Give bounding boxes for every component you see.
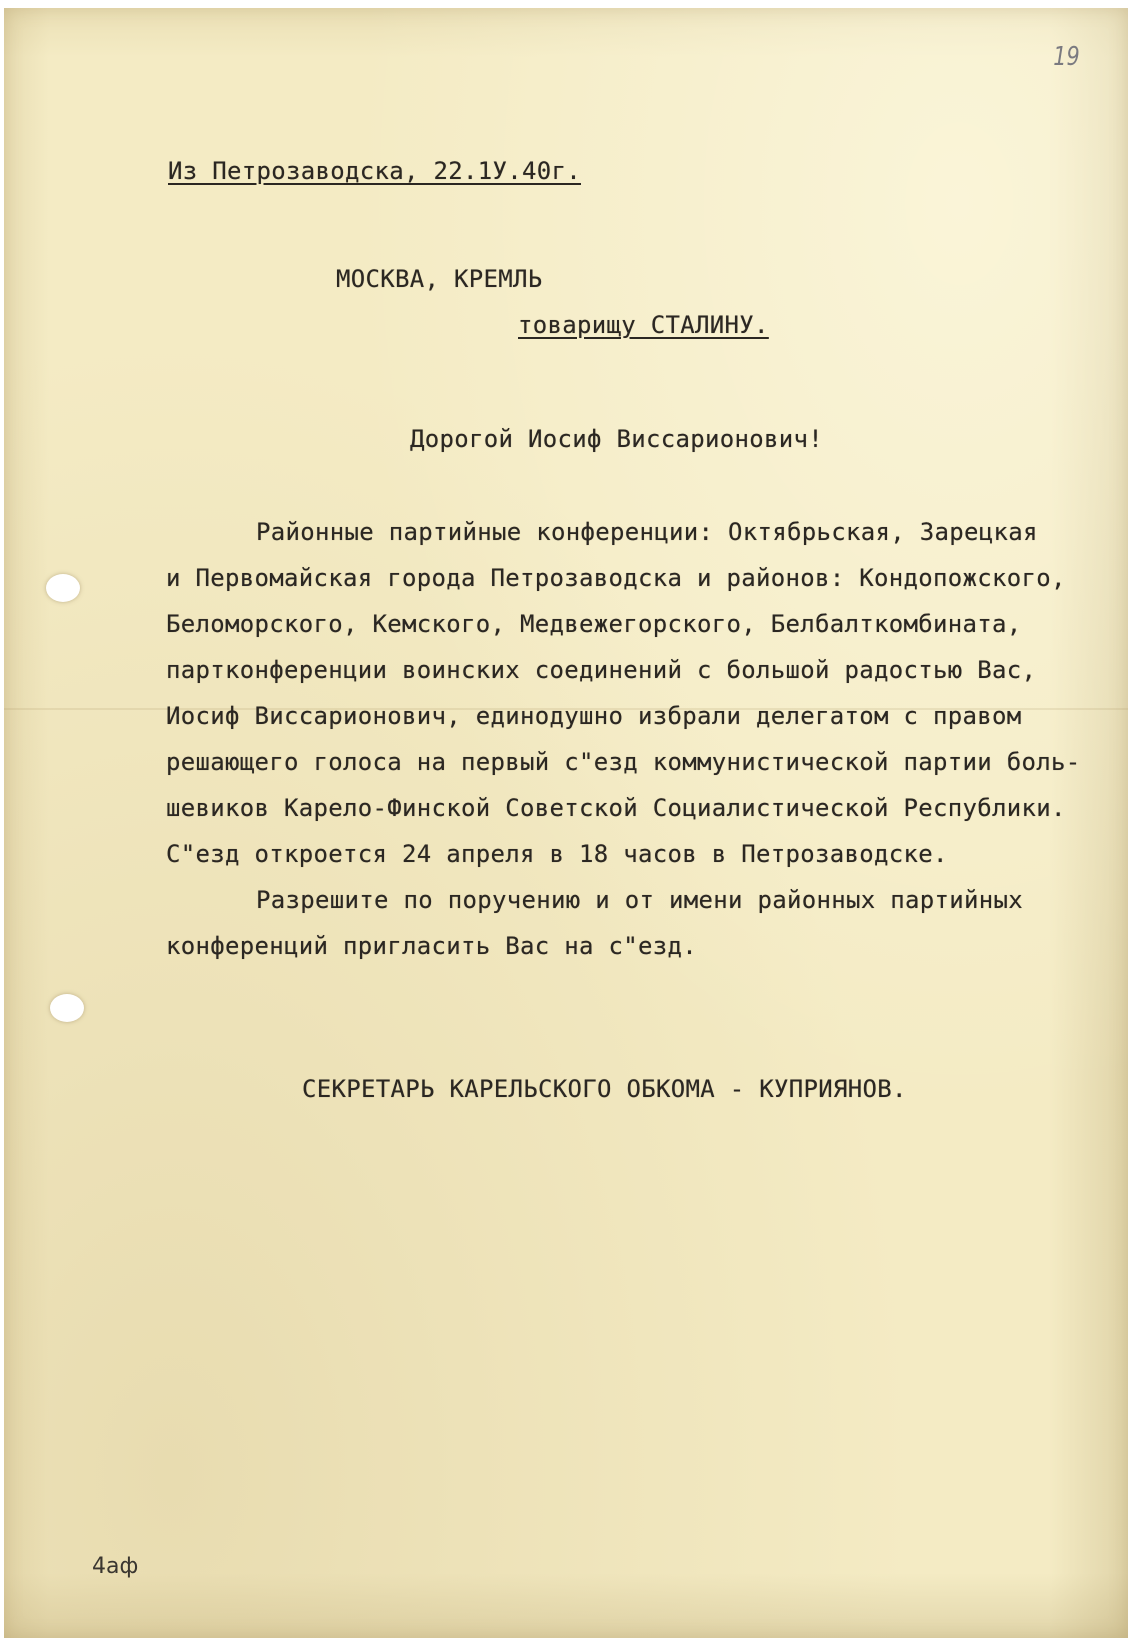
body-line: решающего голоса на первый с"езд коммунистической партии боль- (166, 748, 1081, 776)
signature: СЕКРЕТАРЬ КАРЕЛЬСКОГО ОБКОМА - КУПРИЯНОВ. (302, 1075, 907, 1103)
address-line-1: МОСКВА, КРЕМЛЬ (336, 265, 543, 293)
body-line: С"езд откроется 24 апреля в 18 часов в Петрозаводске. (166, 840, 948, 868)
origin-line: Из Петрозаводска, 22.1У.40г. (168, 157, 581, 185)
punch-hole-upper (46, 574, 80, 602)
page-number: 19 (1053, 42, 1080, 72)
body-line: Беломорского, Кемского, Медвежегорского, Белбалткомбината, (166, 610, 1022, 638)
body-line: Иосиф Виссарионович, единодушно избрали делегатом с правом (166, 702, 1022, 730)
body-line: и Первомайская города Петрозаводска и районов: Кондопожского, (166, 564, 1066, 592)
salutation: Дорогой Иосиф Виссарионович! (410, 425, 823, 453)
body-line: Районные партийные конференции: Октябрьская, Зарецкая (256, 518, 1038, 546)
body-line: конференций пригласить Вас на с"езд. (166, 932, 697, 960)
punch-hole-lower (50, 994, 84, 1022)
body-line: шевиков Карело-Финской Советской Социалистической Республики. (166, 794, 1066, 822)
document-page (4, 8, 1128, 1638)
file-code: 4аф (92, 1554, 139, 1579)
body-line: партконференции воинских соединений с большой радостью Вас, (166, 656, 1037, 684)
address-line-2: товарищу СТАЛИНУ. (518, 311, 769, 339)
body-line: Разрешите по поручению и от имени районных партийных (256, 886, 1023, 914)
